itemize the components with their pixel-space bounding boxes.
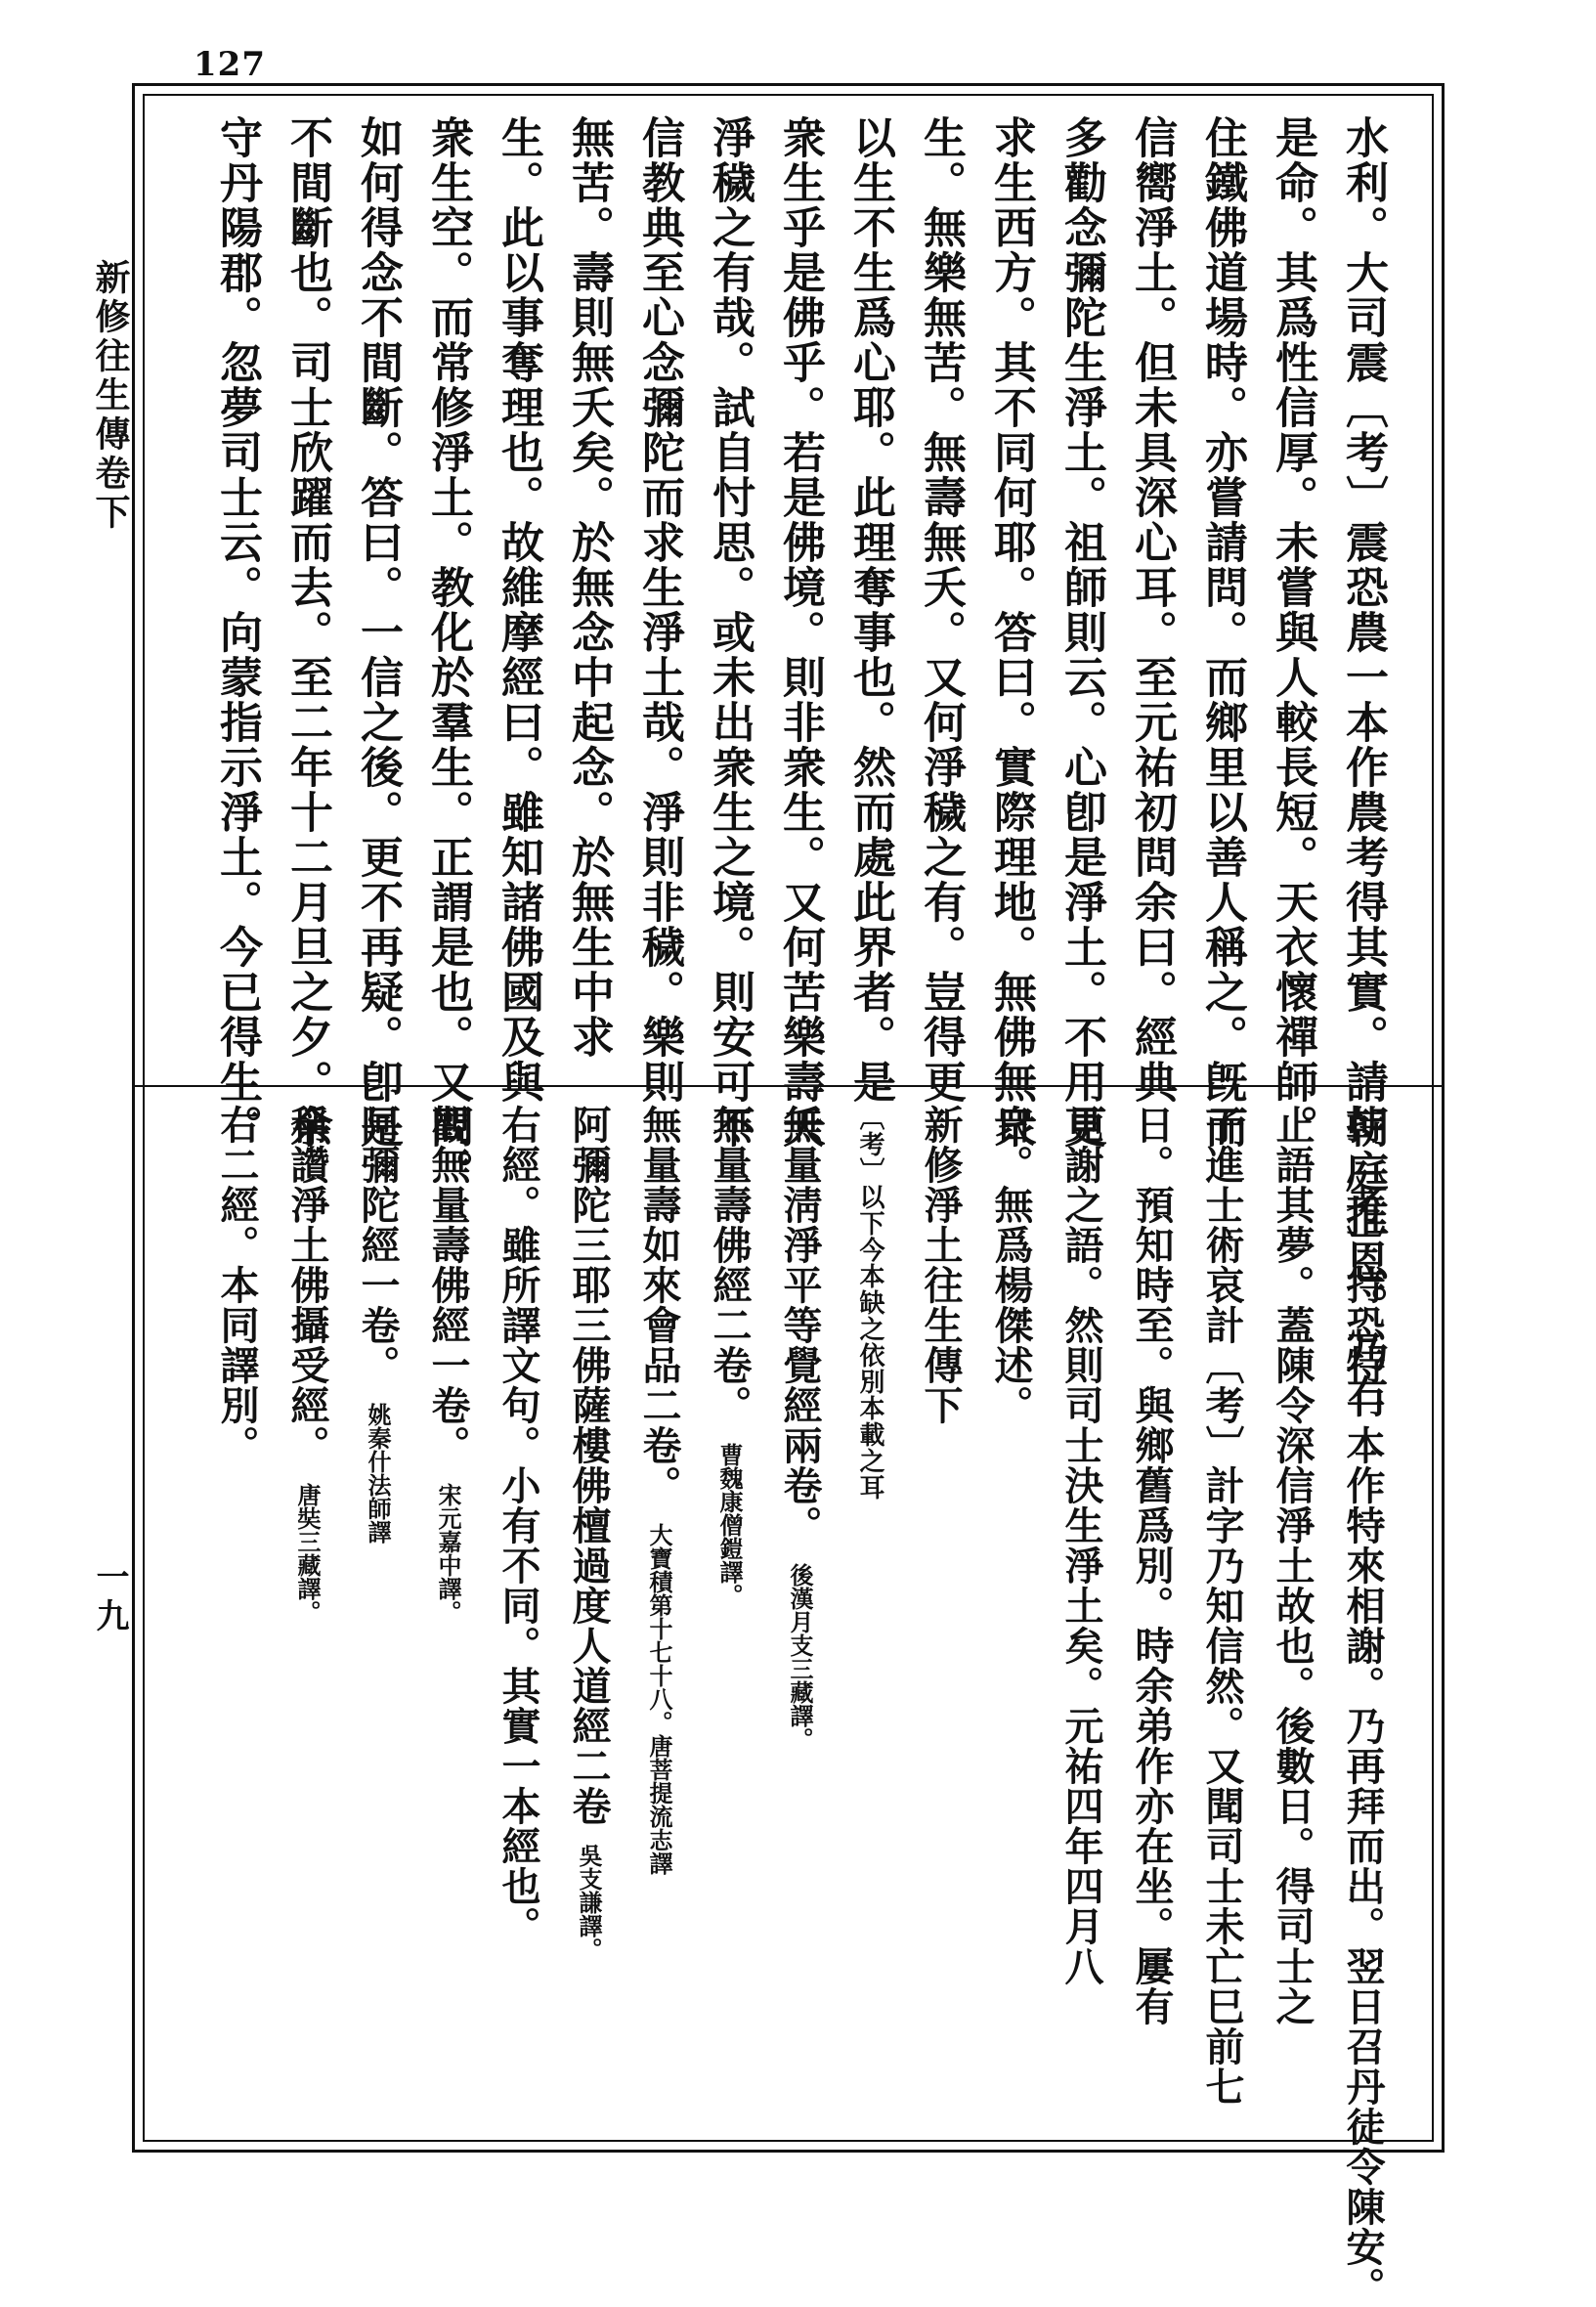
translator-note: 後漢月支三藏譯。 [786,1563,814,1751]
page-number: 127 [194,45,266,84]
translator-note: 唐奘三藏譯。 [293,1483,322,1624]
lower-column [349,1105,406,2121]
lower-column-text: 見謝之語。然則司士決生淨土矣。元祐四年四月八 [1058,1105,1104,1986]
translator-note: 宋元嘉中譯。 [434,1483,462,1624]
lower-column-text: 右二經。本同譯別。 [214,1105,260,1465]
lower-column [1264,1105,1320,2121]
sutra-title: 無量淸淨平等覺經兩卷。 [777,1105,823,1545]
sutra-title: 觀無量壽佛經一卷。 [425,1105,471,1465]
upper-column: 以生不生爲心耶。此理奪事也。然而處此界者。是 [845,115,895,1105]
upper-column: 求生西方。其不同何耶。答曰。實際理地。無佛無衆 [986,115,1036,1150]
text-frame [132,83,1445,2307]
lower-column [1123,1105,1180,2121]
upper-column: 衆生乎是佛乎。若是佛境。則非衆生。又何苦樂壽夭 [775,115,825,1150]
lower-column [1334,1105,1391,2307]
section-heading: 新修淨土往生傳下 [918,1105,964,1425]
translator-note: 姚秦什法師譯 [364,1403,392,1544]
lower-column-text: 日。無爲楊傑述。 [988,1105,1034,1425]
translator-note: 曹魏康僧鎧譯。 [715,1443,744,1607]
margin-folio-number: 一九 [90,1559,129,1637]
lower-column-text: 右經。雖所譯文句。小有不同。其實一本經也。 [496,1105,541,1946]
upper-column: 信教典至心念彌陀而求生淨土哉。淨則非穢。樂則 [634,115,684,1105]
lower-column [630,1105,687,2121]
upper-column: 淨穢之有哉。試自忖思。或未出衆生之境。則安可不 [705,115,755,1150]
upper-column: 如何得念不間斷。答曰。一信之後。更不再疑。卽是 [353,115,403,1150]
lower-column [701,1105,757,2121]
lower-column [208,1105,265,2121]
upper-column: 守丹陽郡。忽夢司士云。向蒙指示淨土。今已得生。 [212,115,262,1150]
lower-column [771,1105,828,2121]
sutra-title: 無量壽佛經二卷。 [707,1105,753,1425]
lower-column [1193,1105,1250,2121]
sutra-title: 稱讚淨土佛攝受經。 [284,1105,330,1465]
upper-column: 是命。其爲性信厚。未嘗與人較長短。天衣懷禪師。 [1268,115,1317,1150]
lower-column [279,1105,335,2121]
upper-column: 生。無樂無苦。無壽無夭。又何淨穢之有。豈得更 [916,115,966,1105]
upper-column: 多勸念彌陀生淨土。祖師則云。心卽是淨土。不用更 [1057,115,1106,1150]
upper-column: 水利。大司震〔考〕震恐農一本作農考得其實。請朝庭推恩。乃冇 [1338,115,1388,1419]
translator-note: 吳支謙譯。 [575,1844,603,1961]
lower-column [982,1105,1039,2121]
sutra-title: 阿彌陀經一卷。 [355,1105,401,1385]
sutra-title: 阿彌陀三耶三佛薩樓佛檀過度人道經二卷 [566,1105,612,1826]
lower-column [912,1105,969,2121]
lower-column [419,1105,476,2121]
lower-column-text: 子進士術哀計〔考〕計字乃知信然。又聞司士未亡巳前七 [1199,1105,1245,2107]
lower-column [560,1105,617,2121]
lower-column-text: 持〔考〕持恐特一本作特來相謝。乃再拜而出。翌日召丹徒令陳安。 [1340,1105,1386,2307]
margin-book-title: 新修往生傳卷下 [90,259,131,533]
upper-column: 住鐵佛道場時。亦嘗請問。而鄉里以善人稱之。旣而 [1197,115,1247,1150]
lower-column [490,1105,546,2121]
lower-column-text: 日。預知時至。與鄉舊爲別。時余弟作亦在坐。屢有 [1129,1105,1175,2026]
sutra-title: 無量壽如來會品二卷。 [636,1105,682,1505]
lower-column [1053,1105,1109,2121]
upper-column: 無苦。壽則無夭矣。於無念中起念。於無生中求 [564,115,614,1060]
upper-column: 信嚮淨土。但未具深心耳。至元祐初問余曰。經典 [1127,115,1177,1105]
upper-column: 衆生空。而常修淨土。教化於羣生。正謂是也。又問。 [423,115,473,1195]
upper-column: 生。此以事奪理也。故維摩經曰。雖知諸佛國及與 [494,115,543,1105]
upper-column: 不間斷也。司士欣躍而去。至二年十二月旦之夕。余 [282,115,332,1150]
lower-column-text: 止語其夢。蓋陳令深信淨土故也。後數日。得司士之 [1270,1105,1316,2026]
editorial-note: 〔考〕以下今本缺之依別本載之耳 [855,1105,884,1501]
translator-note: 大寶積第十七十八。唐菩提流志譯 [645,1523,673,1875]
lower-column [841,1105,898,2121]
